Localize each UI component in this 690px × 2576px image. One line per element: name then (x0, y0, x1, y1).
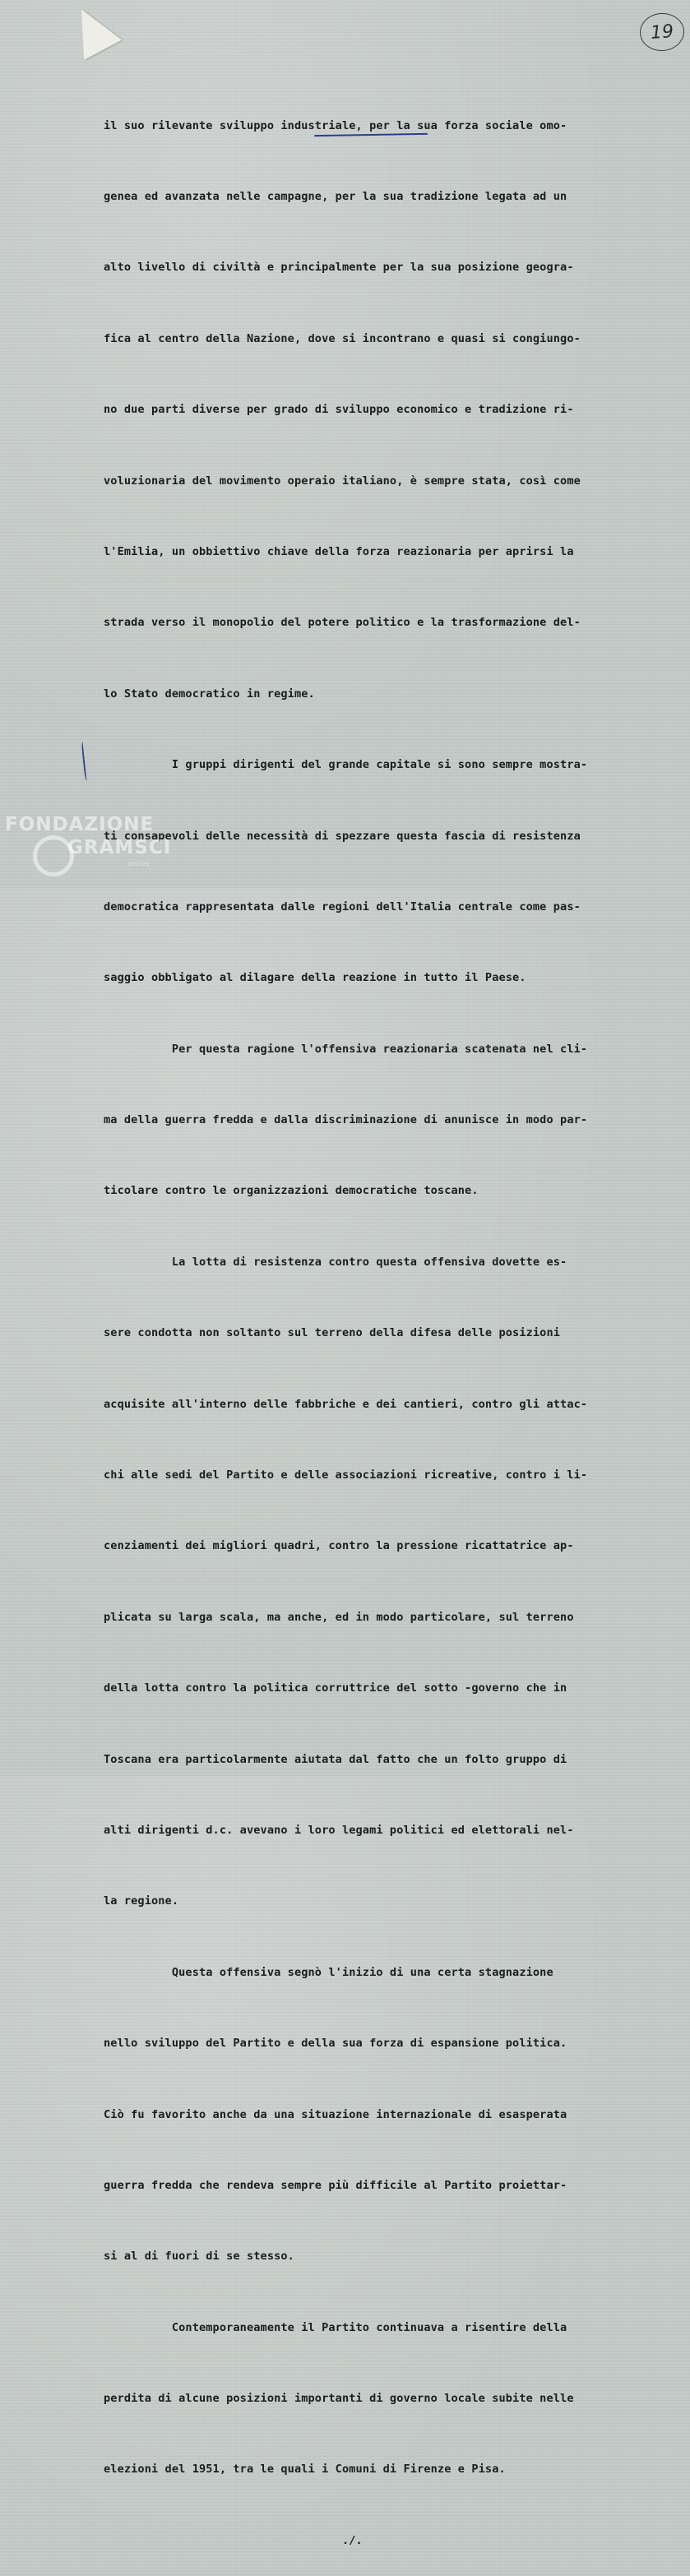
text-line: nello sviluppo del Partito e della sua forza di espansione politica. (104, 2037, 567, 2051)
text-line: ma della guerra fredda e dalla discriminazione di anunisce in modo par- (104, 1113, 588, 1127)
handwritten-margin-mark (81, 742, 90, 781)
text-line: strada verso il monopolio del potere politico e la trasformazione del- (104, 616, 581, 630)
text-line: genea ed avanzata nelle campagne, per la sua tradizione legata ad un (104, 189, 567, 203)
text-line: ./. (104, 2533, 363, 2547)
corner-paper-tag (63, 0, 122, 60)
text-line: lo Stato democratico in regime. (104, 687, 315, 701)
text-line: ticolare contro le organizzazioni democratiche toscane. (104, 1184, 479, 1198)
text-line: saggio obbligato al dilagare della reazione in tutto il Paese. (104, 971, 526, 985)
text-line: ti consapevoli delle necessità di spezzare questa fascia di resistenza (104, 829, 581, 843)
text-line: elezioni del 1951, tra le quali i Comuni di Firenze e Pisa. (104, 2463, 506, 2477)
text-line: si al di fuori di se stesso. (104, 2250, 294, 2264)
watermark-line2: GRAMSCI (67, 837, 172, 858)
text-line: voluzionaria del movimento operaio italiano, è sempre stata, così come (104, 474, 581, 488)
text-line: chi alle sedi del Partito e delle associazioni ricreative, contro i li- (104, 1468, 588, 1482)
text-line: acquisite all'interno delle fabbriche e dei cantieri, contro gli attac- (104, 1397, 588, 1411)
text-line: alto livello di civiltà e principalmente per la sua posizione geogra- (104, 261, 574, 275)
text-line: Questa offensiva segnò l'inizio di una certa stagnazione (104, 1965, 553, 1979)
text-line: plicata su larga scala, ma anche, ed in modo particolare, sul terreno (104, 1610, 574, 1624)
text-line: l'Emilia, un obbiettivo chiave della forza reazionaria per aprirsi la (104, 544, 574, 558)
watermark-sub: onlus (128, 860, 151, 867)
text-line: della lotta contro la politica corruttrice del sotto -governo che in (104, 1681, 567, 1695)
text-line: I gruppi dirigenti del grande capitale si sono sempre mostra- (104, 758, 588, 772)
text-line: cenziamenti dei migliori quadri, contro la pressione ricattatrice ap- (104, 1539, 574, 1553)
text-line: il suo rilevante sviluppo industriale, per la sua forza sociale omo- (104, 118, 567, 132)
watermark-line1: FONDAZIONE (5, 814, 155, 835)
text-line: la regione. (104, 1894, 179, 1908)
text-line: perdita di alcune posizioni importanti di governo locale subite nelle (104, 2392, 574, 2406)
text-line: Ciò fu favorito anche da una situazione internazionale di esasperata (104, 2107, 567, 2121)
text-line: guerra fredda che rendeva sempre più difficile al Partito proiettar- (104, 2178, 567, 2192)
text-line: alti dirigenti d.c. avevano i loro legami politici ed elettorali nel- (104, 1823, 574, 1837)
text-line: democratica rappresentata dalle regioni dell'Italia centrale come pas- (104, 900, 581, 913)
typed-document-body (104, 67, 679, 2576)
watermark-logo (5, 814, 172, 884)
text-line: no due parti diverse per grado di sviluppo economico e tradizione ri- (104, 403, 574, 417)
text-line: Contemporaneamente il Partito continuava a risentire della (104, 2320, 567, 2334)
text-line: La lotta di resistenza contro questa offensiva dovette es- (104, 1255, 567, 1269)
text-line: sere condotta non soltanto sul terreno della difesa delle posizioni (104, 1326, 561, 1340)
page-number: 19 (638, 12, 685, 53)
text-line: Per questa ragione l'offensiva reazionaria scatenata nel cli- (104, 1042, 588, 1056)
text-line: Toscana era particolarmente aiutata dal fatto che un folto gruppo di (104, 1752, 567, 1766)
text-line: fica al centro della Nazione, dove si incontrano e quasi si congiungo- (104, 331, 581, 345)
